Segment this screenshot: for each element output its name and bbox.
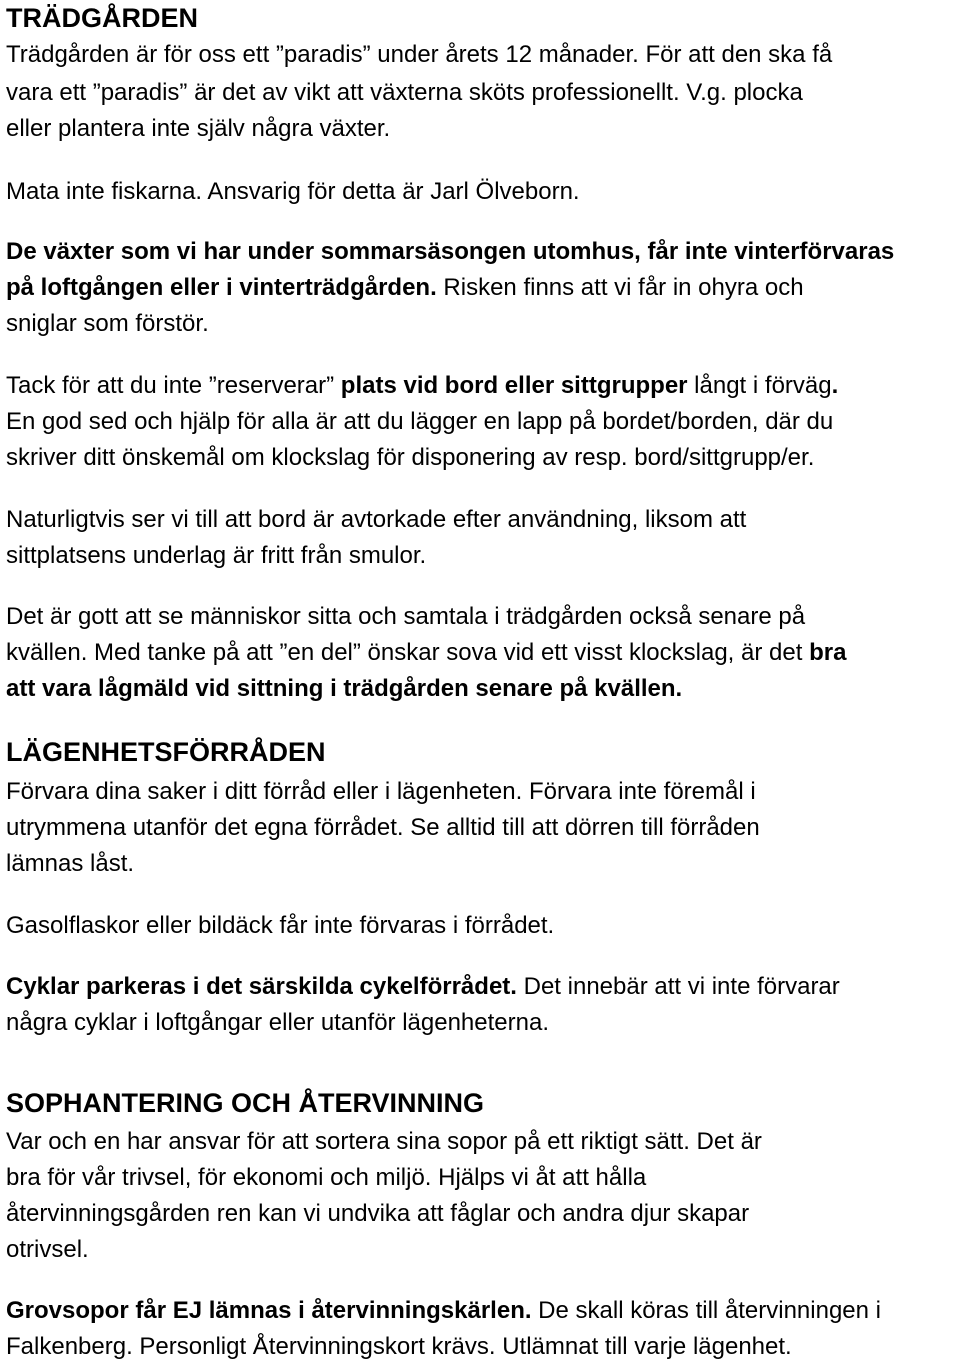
waste-p1-line1: Var och en har ansvar för att sortera sina sopor på ett riktigt sätt. Det är	[6, 1128, 762, 1155]
storage-p3-line2: några cyklar i loftgångar eller utanför lägenheterna.	[6, 1009, 549, 1036]
garden-p3-rest: Risken finns att vi får in ohyra och	[436, 274, 804, 301]
waste-p1-line3: återvinningsgården ren kan vi undvika att fåglar och andra djur skapar	[6, 1200, 750, 1227]
garden-p4-line1	[6, 371, 956, 401]
garden-p6-line2	[6, 638, 956, 668]
waste-p1-line4: otrivsel.	[6, 1236, 89, 1263]
waste-p2-rest: De skall köras till återvinningen i	[531, 1297, 882, 1324]
storage-p3-rest: Det innebär att vi inte förvarar	[516, 973, 840, 1000]
storage-p1-line1: Förvara dina saker i ditt förråd eller i lägenheten. Förvara inte föremål i	[6, 778, 756, 805]
garden-p4-text-c: långt i förväg	[687, 372, 832, 399]
waste-p1-line2: bra för vår trivsel, för ekonomi och miljö. Hjälps vi åt att hålla	[6, 1164, 647, 1191]
garden-p6-bold-1: bra	[809, 639, 847, 666]
storage-p3-line1	[6, 972, 956, 1002]
garden-p3-line2	[6, 273, 956, 303]
garden-p3-line1	[6, 237, 956, 267]
garden-p4-bold: plats vid bord eller sittgrupper	[340, 372, 688, 399]
waste-p2-line2: Falkenberg. Personligt Återvinningskort krävs. Utlämnat till varje lägenhet.	[6, 1333, 792, 1360]
garden-p3-line3: sniglar som förstör.	[6, 310, 209, 337]
garden-p4-text-a: Tack för att du inte ”reserverar”	[6, 372, 341, 399]
heading-waste: SOPHANTERING OCH ÅTERVINNING	[6, 1088, 485, 1118]
garden-p6-bold-2: att vara lågmäld vid sittning i trädgården senare på kvällen.	[6, 675, 683, 702]
storage-p1-line3: lämnas låst.	[6, 850, 135, 877]
garden-p1-line3: eller plantera inte själv några växter.	[6, 115, 391, 142]
storage-p2: Gasolflaskor eller bildäck får inte förvaras i förrådet.	[6, 912, 555, 939]
garden-p4-dot: .	[831, 372, 839, 399]
garden-p4-line2: En god sed och hjälp för alla är att du lägger en lapp på bordet/borden, där du	[6, 408, 834, 435]
garden-p6-text: kvällen. Med tanke på att ”en del” önskar sova vid ett visst klockslag, är det	[6, 639, 810, 666]
waste-p2-line1	[6, 1296, 956, 1326]
heading-storage: LÄGENHETSFÖRRÅDEN	[6, 737, 326, 767]
heading-garden: TRÄDGÅRDEN	[6, 3, 198, 33]
storage-p3-bold: Cyklar parkeras i det särskilda cykelförrådet.	[6, 973, 517, 1000]
garden-p6-line3	[6, 674, 956, 704]
garden-p1-line1: Trädgården är för oss ett ”paradis” under årets 12 månader. För att den ska få	[6, 41, 833, 68]
garden-p1-line2: vara ett ”paradis” är det av vikt att växterna sköts professionellt. V.g. plocka	[6, 79, 803, 106]
storage-p1-line2: utrymmena utanför det egna förrådet. Se alltid till att dörren till förråden	[6, 814, 760, 841]
garden-p5-line1: Naturligtvis ser vi till att bord är avtorkade efter användning, liksom att	[6, 506, 747, 533]
garden-p6-line1: Det är gott att se människor sitta och samtala i trädgården också senare på	[6, 603, 806, 630]
garden-p4-line3: skriver ditt önskemål om klockslag för disponering av resp. bord/sittgrupp/er.	[6, 444, 815, 471]
waste-p2-bold: Grovsopor får EJ lämnas i återvinningskärlen.	[6, 1297, 532, 1324]
garden-p2: Mata inte fiskarna. Ansvarig för detta är Jarl Ölveborn.	[6, 178, 580, 205]
garden-p3-bold-1: De växter som vi har under sommarsäsongen utomhus, får inte vinterförvaras	[6, 238, 895, 265]
garden-p5-line2: sittplatsens underlag är fritt från smulor.	[6, 542, 427, 569]
garden-p3-bold-2: på loftgången eller i vinterträdgården.	[6, 274, 437, 301]
